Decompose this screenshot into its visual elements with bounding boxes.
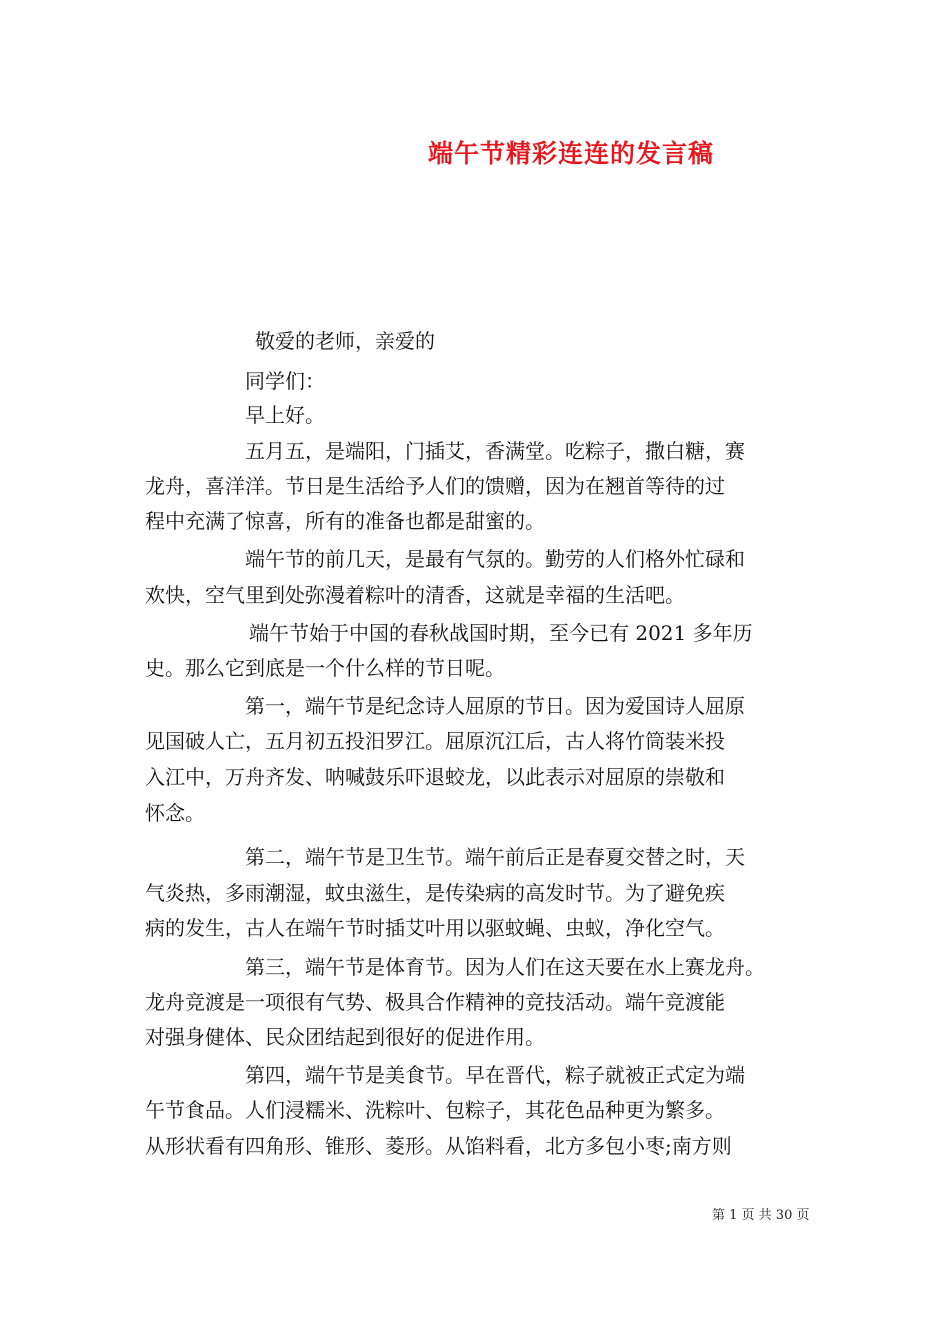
text-line: 同学们： [245,369,325,393]
page-number-footer: 第 1 页 共 30 页 [712,1208,810,1223]
text-line: 早上好。 [245,403,325,427]
text-line: 龙舟竞渡是一项很有气势、极具合作精神的竞技活动。端午竞渡能 [145,990,725,1014]
text-line: 见国破人亡，五月初五投汨罗江。屈原沉江后，古人将竹筒装米投 [145,729,725,753]
text-line: 入江中，万舟齐发、呐喊鼓乐吓退蛟龙，以此表示对屈原的崇敬和 [145,765,725,789]
text-line: 第三，端午节是体育节。因为人们在这天要在水上赛龙舟。 [245,955,765,979]
document-title: 端午节精彩连连的发言稿 [427,139,714,168]
text-line: 五月五，是端阳，门插艾，香满堂。吃粽子，撒白糖，赛 [245,439,745,463]
text-line: 端午节始于中国的春秋战国时期，至今已有 2021 多年历 [249,621,753,645]
text-line: 第二，端午节是卫生节。端午前后正是春夏交替之时，天 [245,845,745,869]
text-line: 端午节的前几天，是最有气氛的。勤劳的人们格外忙碌和 [245,547,745,571]
text-line: 气炎热，多雨潮湿，蚊虫滋生，是传染病的高发时节。为了避免疾 [145,881,725,905]
text-line: 对强身健体、民众团结起到很好的促进作用。 [145,1025,545,1049]
text-line: 第一，端午节是纪念诗人屈原的节日。因为爱国诗人屈原 [245,694,745,718]
text-line: 午节食品。人们浸糯米、洗粽叶、包粽子，其花色品种更为繁多。 [145,1098,725,1122]
text-line: 史。那么它到底是一个什么样的节日呢。 [145,656,505,680]
text-line: 第四，端午节是美食节。早在晋代，粽子就被正式定为端 [245,1063,745,1087]
text-line: 龙舟，喜洋洋。节日是生活给予人们的馈赠，因为在翘首等待的过 [145,474,725,498]
text-line: 病的发生，古人在端午节时插艾叶用以驱蚊蝇、虫蚁，净化空气。 [145,916,725,940]
text-line: 从形状看有四角形、锥形、菱形。从馅料看，北方多包小枣;南方则 [145,1134,732,1158]
text-line: 欢快，空气里到处弥漫着粽叶的清香，这就是幸福的生活吧。 [145,583,685,607]
text-line: 程中充满了惊喜，所有的准备也都是甜蜜的。 [145,509,545,533]
text-line: 敬爱的老师，亲爱的 [255,329,435,353]
text-line: 怀念。 [145,801,205,825]
